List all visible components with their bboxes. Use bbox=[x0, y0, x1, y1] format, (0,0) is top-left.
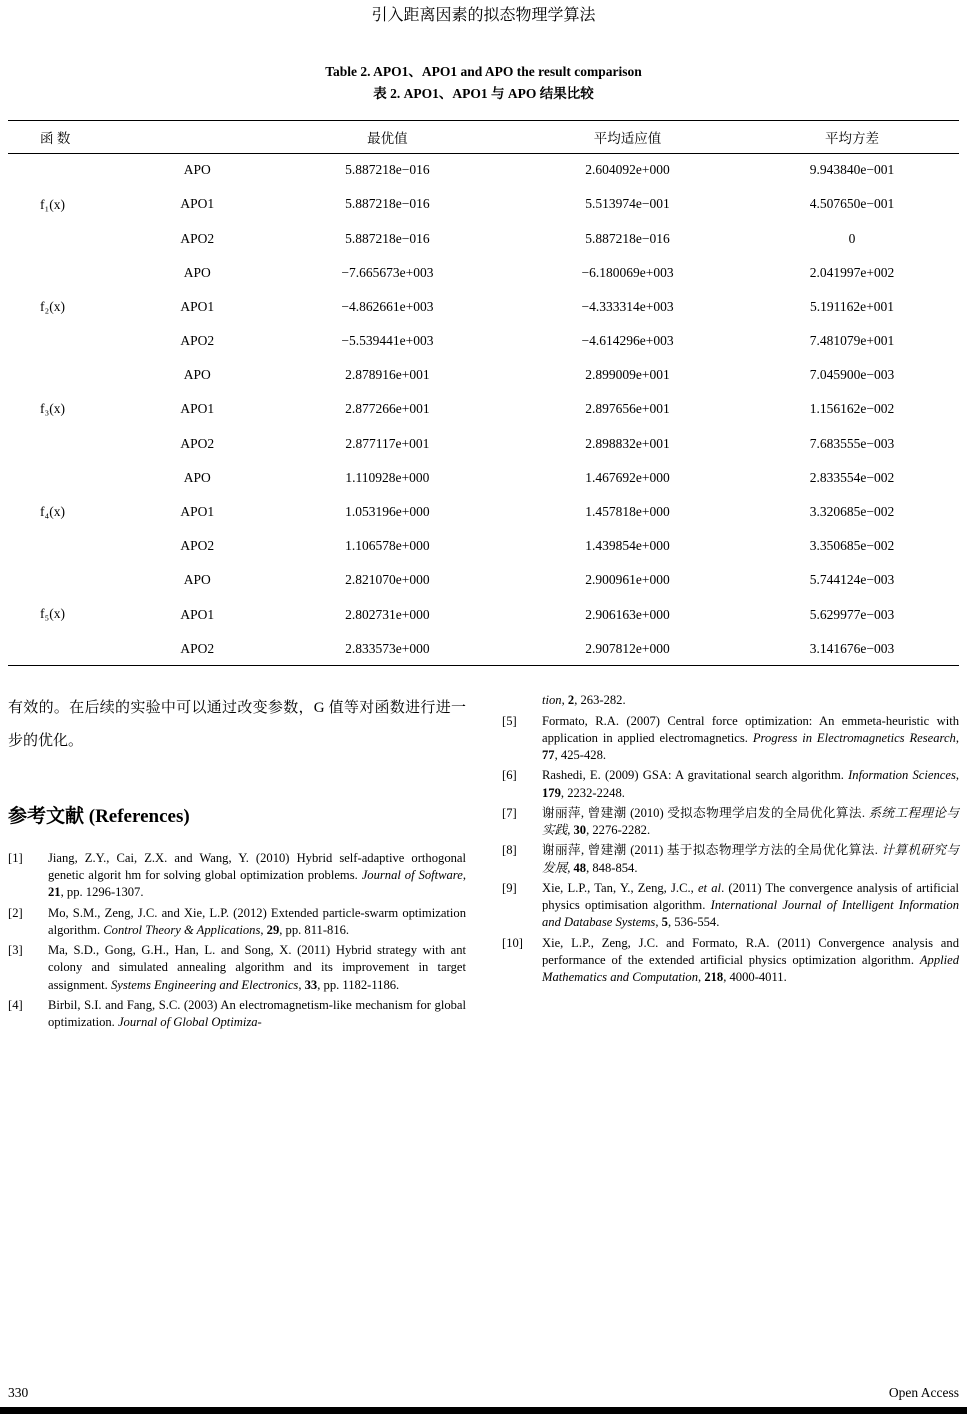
mean-fitness-value: 1.457818e+000 bbox=[585, 504, 670, 520]
mean-fitness-value: 2.604092e+000 bbox=[585, 162, 670, 178]
best-value: −5.539441e+003 bbox=[341, 333, 434, 349]
reference-text: Mo, S.M., Zeng, J.C. and Xie, L.P. (2012) Extended particle-swarm optimization algorithm. Control Theory & Applications, 29, pp. 811-816. bbox=[48, 905, 466, 937]
reference-number: [2] bbox=[8, 905, 23, 920]
table-caption-en: Table 2. APO1、APO1 and APO the result comparison bbox=[325, 63, 642, 79]
reference-number: [4] bbox=[8, 997, 23, 1012]
function-label: f₁(x) bbox=[40, 196, 65, 212]
table-row bbox=[8, 324, 959, 358]
mean-variance-value: 9.943840e−001 bbox=[809, 162, 895, 178]
function-label: f₂(x) bbox=[40, 298, 65, 314]
mean-variance-value: 4.507650e−001 bbox=[809, 196, 895, 212]
best-value: 2.821070e+000 bbox=[345, 572, 430, 588]
best-value: 2.833573e+000 bbox=[345, 640, 430, 656]
best-value: −7.665673e+003 bbox=[341, 264, 434, 280]
reference-text: Rashedi, E. (2009) GSA: A gravitational search algorithm. Information Sciences, 179, 2232-2248. bbox=[542, 768, 959, 800]
mean-fitness-value: 2.897656e+001 bbox=[585, 401, 670, 417]
body-columns bbox=[8, 692, 959, 1034]
mean-variance-value: 3.350685e−002 bbox=[809, 538, 895, 554]
algorithm-name: APO2 bbox=[180, 538, 215, 554]
running-title: 引入距离因素的拟态物理学算法 bbox=[371, 7, 596, 24]
reference-item bbox=[502, 767, 959, 802]
references-heading: 参考文献 (References) bbox=[8, 805, 190, 827]
mean-fitness-value: −6.180069e+003 bbox=[581, 264, 674, 280]
reference-item bbox=[502, 842, 959, 877]
mean-fitness-value: 5.513974e−001 bbox=[585, 196, 670, 212]
reference-number: [9] bbox=[502, 880, 517, 895]
table-row bbox=[8, 632, 959, 666]
table-row bbox=[8, 256, 959, 290]
best-value: 1.053196e+000 bbox=[345, 504, 430, 520]
algorithm-name: APO2 bbox=[180, 435, 215, 451]
best-value: 1.106578e+000 bbox=[345, 538, 430, 554]
reference-item bbox=[502, 880, 959, 932]
mean-fitness-value: 2.899009e+001 bbox=[585, 367, 670, 383]
mean-variance-value: 0 bbox=[848, 230, 856, 246]
references-left bbox=[8, 850, 466, 1032]
table-row bbox=[8, 392, 959, 426]
results-table-body bbox=[8, 153, 959, 666]
algorithm-name: APO1 bbox=[180, 606, 215, 622]
table-row bbox=[8, 290, 959, 324]
left-column bbox=[8, 692, 466, 1034]
table-header-row bbox=[8, 120, 959, 153]
reference-text: Jiang, Z.Y., Cai, Z.X. and Wang, Y. (2010) Hybrid self-adaptive orthogonal genetic algorit hm for solving global optimization problems. Journal of Software, 21, pp. 1296-1307. bbox=[48, 850, 466, 900]
results-table bbox=[8, 120, 959, 667]
best-value: 2.877266e+001 bbox=[345, 401, 430, 417]
open-access-label: Open Access bbox=[888, 1385, 959, 1400]
reference-text: Formato, R.A. (2007) Central force optimization: An emmeta-heuristic with application in applied electromagnetics. Progress in Electromagnetics Research, 77, 425-428. bbox=[542, 713, 960, 763]
reference-item bbox=[8, 942, 466, 994]
table-row bbox=[8, 563, 959, 597]
mean-fitness-value: −4.614296e+003 bbox=[581, 333, 674, 349]
mean-variance-value: 5.191162e+001 bbox=[810, 298, 894, 314]
best-value: 2.877117e+001 bbox=[345, 435, 430, 451]
table-row bbox=[8, 358, 959, 392]
header-function: 函 数 bbox=[8, 120, 130, 153]
algorithm-name: APO2 bbox=[180, 333, 215, 349]
header-mean-fitness: 平均适应值 bbox=[510, 120, 745, 153]
bottom-bar bbox=[0, 1407, 967, 1414]
reference-text: Birbil, S.I. and Fang, S.C. (2003) An electromagnetism-like mechanism for global optimization. Journal of Global Optimiza- bbox=[48, 997, 466, 1030]
mean-fitness-value: 1.467692e+000 bbox=[585, 469, 670, 485]
algorithm-name: APO1 bbox=[180, 504, 215, 520]
closing-paragraph: 有效的。在后续的实验中可以通过改变参数，G 值等对函数进行进一步的优化。 bbox=[8, 700, 466, 749]
table-row bbox=[8, 221, 959, 255]
mean-variance-value: 3.320685e−002 bbox=[809, 504, 895, 520]
table-row bbox=[8, 495, 959, 529]
mean-variance-value: 7.045900e−003 bbox=[809, 367, 895, 383]
reference-text: 谢丽萍, 曾建潮 (2010) 受拟态物理学启发的全局优化算法. 系统工程理论与实践, 30, 2276-2282. bbox=[542, 805, 960, 838]
mean-variance-value: 2.041997e+002 bbox=[809, 264, 895, 280]
reference-item bbox=[502, 805, 959, 840]
function-label: f₅(x) bbox=[40, 606, 65, 622]
reference-number: [7] bbox=[502, 805, 517, 820]
reference-text: Ma, S.D., Gong, G.H., Han, L. and Song, X. (2011) Hybrid strategy with ant colony and simulated annealing algorithm and its improvement in target assignment. Systems Engineering and Electronics, 33, pp. 1182-1186. bbox=[48, 943, 466, 992]
reference-text: Xie, L.P., Zeng, J.C. and Formato, R.A. (2011) Convergence analysis and performance of the extended artificial physics optimization algorithm. Applied Mathematics and Computation, 218, 4000-4011. bbox=[542, 935, 959, 985]
header-mean-variance: 平均方差 bbox=[745, 120, 959, 153]
mean-variance-value: 3.141676e−003 bbox=[809, 640, 895, 656]
algorithm-name: APO1 bbox=[180, 401, 215, 417]
reference-number: [1] bbox=[8, 850, 23, 865]
reference-number: [10] bbox=[502, 935, 523, 950]
function-label: f₄(x) bbox=[40, 504, 65, 520]
mean-fitness-value: 2.900961e+000 bbox=[585, 572, 670, 588]
best-value: 5.887218e−016 bbox=[345, 230, 430, 246]
reference-item bbox=[8, 997, 466, 1032]
best-value: 5.887218e−016 bbox=[345, 196, 430, 212]
reference-item bbox=[502, 713, 959, 765]
reference-item bbox=[8, 905, 466, 940]
table-row bbox=[8, 153, 959, 187]
page-footer bbox=[8, 1385, 959, 1401]
mean-fitness-value: −4.333314e+003 bbox=[581, 298, 674, 314]
table-row bbox=[8, 529, 959, 563]
table-row bbox=[8, 598, 959, 632]
reference-text: Xie, L.P., Tan, Y., Zeng, J.C., et al. (2011) The convergence analysis of artificial physics optimisation algorithm. International Journal of Intelligent Information and Database Systems, 5, 536-554. bbox=[542, 880, 959, 930]
best-value: −4.862661e+003 bbox=[341, 298, 434, 314]
algorithm-name: APO1 bbox=[180, 196, 215, 212]
reference-number: [8] bbox=[502, 843, 517, 858]
mean-fitness-value: 5.887218e−016 bbox=[585, 230, 670, 246]
page-number: 330 bbox=[8, 1385, 29, 1400]
algorithm-name: APO bbox=[183, 367, 211, 383]
algorithm-name: APO bbox=[183, 162, 211, 178]
header-algorithm bbox=[130, 120, 265, 153]
mean-variance-value: 7.683555e−003 bbox=[809, 435, 895, 451]
mean-fitness-value: 2.907812e+000 bbox=[585, 640, 670, 656]
mean-fitness-value: 1.439854e+000 bbox=[585, 538, 670, 554]
table-row bbox=[8, 461, 959, 495]
table-row bbox=[8, 427, 959, 461]
reference-number bbox=[502, 692, 542, 709]
reference-continuation bbox=[502, 692, 959, 709]
algorithm-name: APO bbox=[183, 469, 211, 485]
mean-variance-value: 2.833554e−002 bbox=[809, 469, 895, 485]
best-value: 5.887218e−016 bbox=[345, 162, 430, 178]
algorithm-name: APO1 bbox=[180, 298, 215, 314]
reference-number: [6] bbox=[502, 768, 517, 783]
best-value: 1.110928e+000 bbox=[345, 469, 430, 485]
algorithm-name: APO2 bbox=[180, 640, 215, 656]
mean-variance-value: 5.744124e−003 bbox=[809, 572, 895, 588]
mean-variance-value: 1.156162e−002 bbox=[809, 401, 895, 417]
algorithm-name: APO bbox=[183, 264, 211, 280]
references-right bbox=[502, 692, 959, 986]
algorithm-name: APO bbox=[183, 572, 211, 588]
mean-fitness-value: 2.906163e+000 bbox=[585, 606, 670, 622]
reference-item bbox=[8, 850, 466, 902]
best-value: 2.802731e+000 bbox=[345, 606, 430, 622]
reference-text: 谢丽萍, 曾建潮 (2011) 基于拟态物理学方法的全局优化算法. 计算机研究与发展, 48, 848-854. bbox=[542, 843, 960, 875]
algorithm-name: APO2 bbox=[180, 230, 215, 246]
header-best-value: 最优值 bbox=[265, 120, 510, 153]
best-value: 2.878916e+001 bbox=[345, 367, 430, 383]
function-label: f₃(x) bbox=[40, 401, 65, 417]
mean-variance-value: 5.629977e−003 bbox=[809, 606, 895, 622]
mean-variance-value: 7.481079e+001 bbox=[809, 333, 895, 349]
table-caption-zh: 表 2. APO1、APO1 与 APO 结果比较 bbox=[373, 85, 594, 101]
right-column bbox=[502, 692, 959, 1034]
reference-text: tion, 2, 263-282. bbox=[542, 693, 626, 708]
mean-fitness-value: 2.898832e+001 bbox=[585, 435, 670, 451]
reference-item bbox=[502, 935, 959, 987]
table-row bbox=[8, 187, 959, 221]
reference-number: [3] bbox=[8, 943, 23, 958]
reference-number: [5] bbox=[502, 713, 517, 728]
